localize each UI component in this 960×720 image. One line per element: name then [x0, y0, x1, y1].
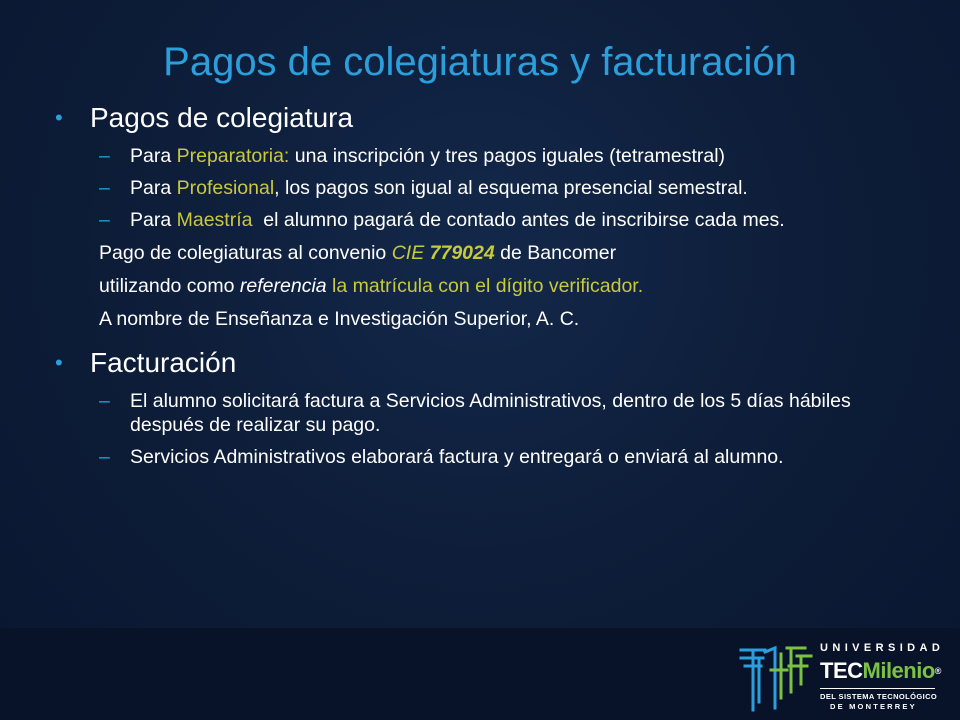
bullet-icon: •: [55, 105, 63, 130]
list-item-maestria: [55, 208, 915, 232]
note-referencia: [55, 274, 915, 298]
bullet-icon: •: [55, 350, 63, 375]
note-prefix: utilizando como: [99, 275, 240, 297]
item-prefix: Para: [130, 177, 177, 199]
dash-icon: –: [99, 390, 110, 412]
note-ref: referencia: [239, 275, 327, 297]
dash-icon: –: [99, 145, 110, 167]
note-nombre: A nombre de Enseñanza e Investigación Superior, A. C.: [99, 308, 580, 330]
section-pagos: [55, 100, 915, 136]
item-text: Servicios Administrativos elaborará factura y entregará o enviará al alumno.: [130, 446, 784, 468]
logo-universidad: UNIVERSIDAD: [820, 642, 945, 654]
list-item-elaboracion: [55, 445, 915, 469]
item-text: El alumno solicitará factura a Servicios Administrativos, dentro de los 5 días hábiles después de realizar su pago.: [130, 390, 851, 436]
item-highlight: Preparatoria:: [176, 145, 290, 167]
item-text: el alumno pagará de contado antes de inscribirse cada mes.: [252, 209, 785, 231]
logo-line2: DE MONTERREY: [830, 702, 917, 711]
item-highlight: Maestría: [176, 209, 253, 231]
item-text: una inscripción y tres pagos iguales (tetramestral): [289, 145, 726, 167]
note-cie: CIE: [391, 242, 425, 264]
note-cie-number: 779024: [429, 242, 495, 264]
item-prefix: Para: [130, 145, 177, 167]
logo-milenio: Milenio: [862, 658, 935, 683]
logo-divider: [820, 688, 935, 689]
item-prefix: Para: [130, 209, 177, 231]
slide-title: Pagos de colegiaturas y facturación: [163, 40, 797, 84]
item-text: , los pagos son igual al esquema presencial semestral.: [274, 177, 748, 199]
note-suffix: de Bancomer: [494, 242, 617, 264]
slide-content: [55, 96, 915, 469]
item-highlight: Profesional: [176, 177, 275, 199]
logo-tec: TEC: [820, 658, 863, 683]
logo-text: [820, 641, 945, 712]
section-facturacion: [55, 345, 915, 381]
note-prefix: Pago de colegiaturas al convenio: [99, 242, 392, 264]
list-item-solicitud: [55, 389, 915, 437]
logo-registered: ®: [934, 666, 941, 676]
section-heading-pagos: Pagos de colegiatura: [90, 102, 354, 133]
list-item-preparatoria: [55, 144, 915, 168]
note-convenio: [55, 241, 915, 265]
note-highlight: la matrícula con el dígito verificador.: [326, 275, 644, 297]
dash-icon: –: [99, 446, 110, 468]
logo-line1: DEL SISTEMA TECNOLÓGICO: [820, 692, 938, 701]
dash-icon: –: [99, 209, 110, 231]
section-heading-facturacion: Facturación: [90, 347, 237, 378]
dash-icon: –: [99, 177, 110, 199]
logo-brand: [820, 657, 945, 685]
list-item-profesional: [55, 176, 915, 200]
